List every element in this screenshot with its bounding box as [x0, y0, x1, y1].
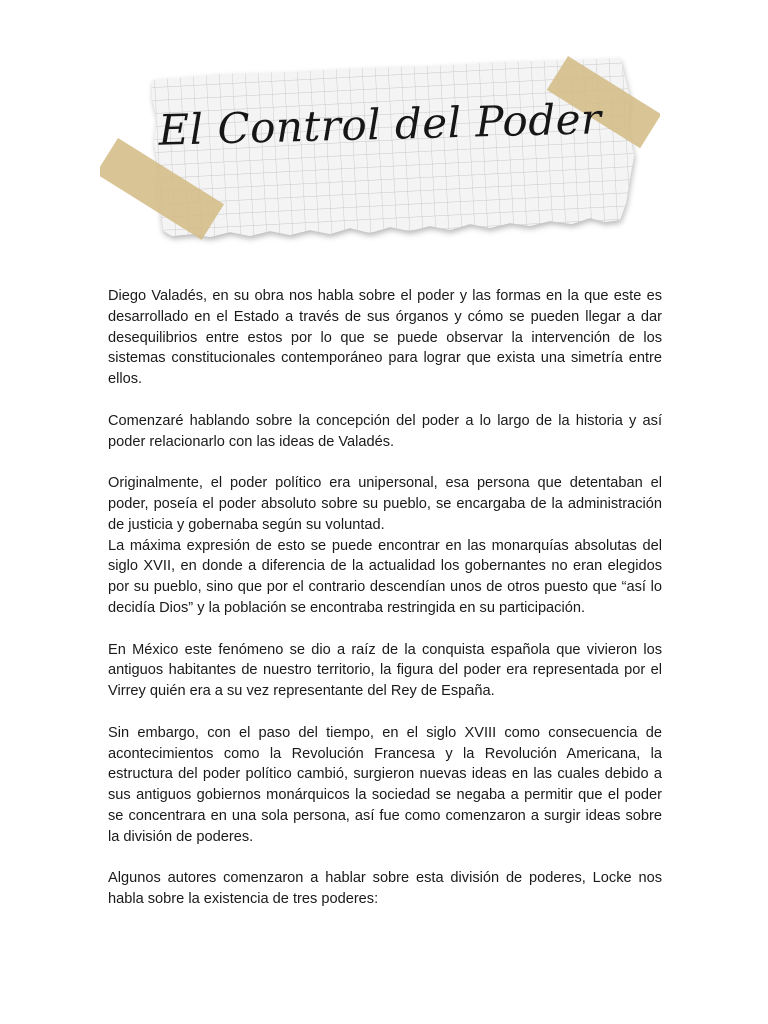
paragraph: Sin embargo, con el paso del tiempo, en el siglo XVIII como consecuencia de acontecimientos como la Revolución Francesa y la Revolución Americana, la estructura del poder político cambió, surgieron nuevas ideas en las cuales debido a sus antiguos gobiernos monárquicos la sociedad se negaba a permitir que el poder se concentrara en una sola persona, así fue como comenzaron a surgir ideas sobre la división de poderes. [108, 724, 662, 845]
document-body [108, 286, 662, 931]
paragraph: En México este fenómeno se dio a raíz de la conquista española que vivieron los antiguos habitantes de nuestro territorio, la figura del poder era representada por el Virrey quién era a su vez representante del Rey de España. [108, 641, 662, 700]
paragraph: Diego Valadés, en su obra nos habla sobre el poder y las formas en la que este es desarrollado en el Estado a través de sus órganos y cómo se pueden llegar a dar desequilibrios entre estos por lo que se puede observar la intervención de los sistemas constitucionales contemporáneo para lograr que exista una simetría entre ellos. [108, 288, 662, 388]
paragraph: La máxima expresión de esto se puede encontrar en las monarquías absolutas del siglo XVII, en donde a diferencia de la actualidad los gobernantes no eran elegidos por su pueblo, sino que por el contrario descendían unos de otros puesto que “así lo decidía Dios” y la población se encontraba restringida en su participación. [108, 537, 662, 616]
paragraph: Comenzaré hablando sobre la concepción del poder a lo largo de la historia y así poder relacionarlo con las ideas de Valadés. [108, 412, 662, 450]
document-title: El Control del Poder [157, 94, 603, 155]
paragraph: Originalmente, el poder político era unipersonal, esa persona que detentaban el poder, poseía el poder absoluto sobre su pueblo, se encargaba de la administración de justicia y gobernaba según su voluntad. [108, 475, 662, 533]
paragraph: Algunos autores comenzaron a hablar sobre esta división de poderes, Locke nos habla sobre la existencia de tres poderes: [108, 870, 662, 908]
title-banner [100, 38, 660, 258]
